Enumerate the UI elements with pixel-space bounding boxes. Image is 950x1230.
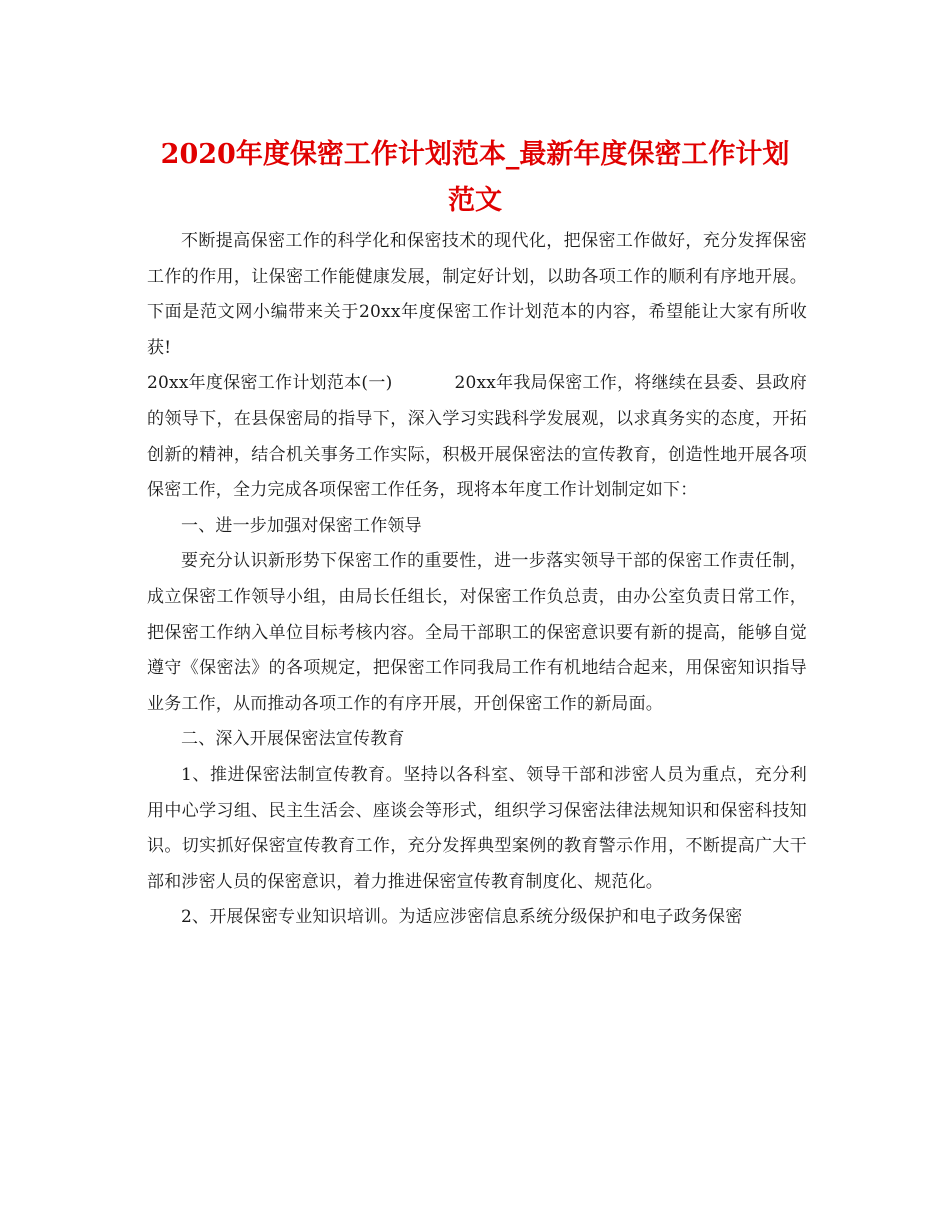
section-body: 20xx年我局保密工作，将继续在县委、县政府的领导下，在县保密局的指导下，深入学习实践科学发展观，以求真务实的态度，开拓创新的精神，结合机关事务工作实际，积极开展保密法的宣传教育，创造性地开展各项保密工作，全力完成各项保密工作任务，现将本年度工作计划制定如下： <box>147 373 807 501</box>
section-title: 20xx年度保密工作计划范本(一) <box>147 373 393 394</box>
document-title-line-1: 2020年度保密工作计划范本_最新年度保密工作计划 <box>160 139 790 170</box>
document-title-line-2: 范文 <box>448 185 502 216</box>
heading-1: 一、进一步加强对保密工作领导 <box>181 515 422 536</box>
paragraph-3: 2、开展保密专业知识培训。为适应涉密信息系统分级保护和电子政务保密 <box>181 907 743 928</box>
intro-paragraph: 不断提高保密工作的科学化和保密技术的现代化，把保密工作做好，充分发挥保密工作的作用，让保密工作能健康发展，制定好计划，以助各项工作的顺利有序地开展。下面是范文网小编带来关于20xx年度保密工作计划范本的内容，希望能让大家有所收获! <box>147 231 807 358</box>
section-paragraph <box>147 366 807 508</box>
paragraph-2: 1、推进保密法制宣传教育。坚持以各科室、领导干部和涉密人员为重点，充分利用中心学习组、民主生活会、座谈会等形式，组织学习保密法律法规知识和保密科技知识。切实抓好保密宣传教育工作，充分发挥典型案例的教育警示作用，不断提高广大干部和涉密人员的保密意识，着力推进保密宣传教育制度化、规范化。 <box>147 764 807 892</box>
document-body <box>147 224 807 936</box>
heading-2: 二、深入开展保密法宣传教育 <box>181 729 405 750</box>
paragraph-1: 要充分认识新形势下保密工作的重要性，进一步落实领导干部的保密工作责任制，成立保密工作领导小组，由局长任组长，对保密工作负总责，由办公室负责日常工作，把保密工作纳入单位目标考核内容。全局干部职工的保密意识要有新的提高，能够自觉遵守《保密法》的各项规定，把保密工作同我局工作有机地结合起来，用保密知识指导业务工作，从而推动各项工作的有序开展，开创保密工作的新局面。 <box>147 551 807 714</box>
